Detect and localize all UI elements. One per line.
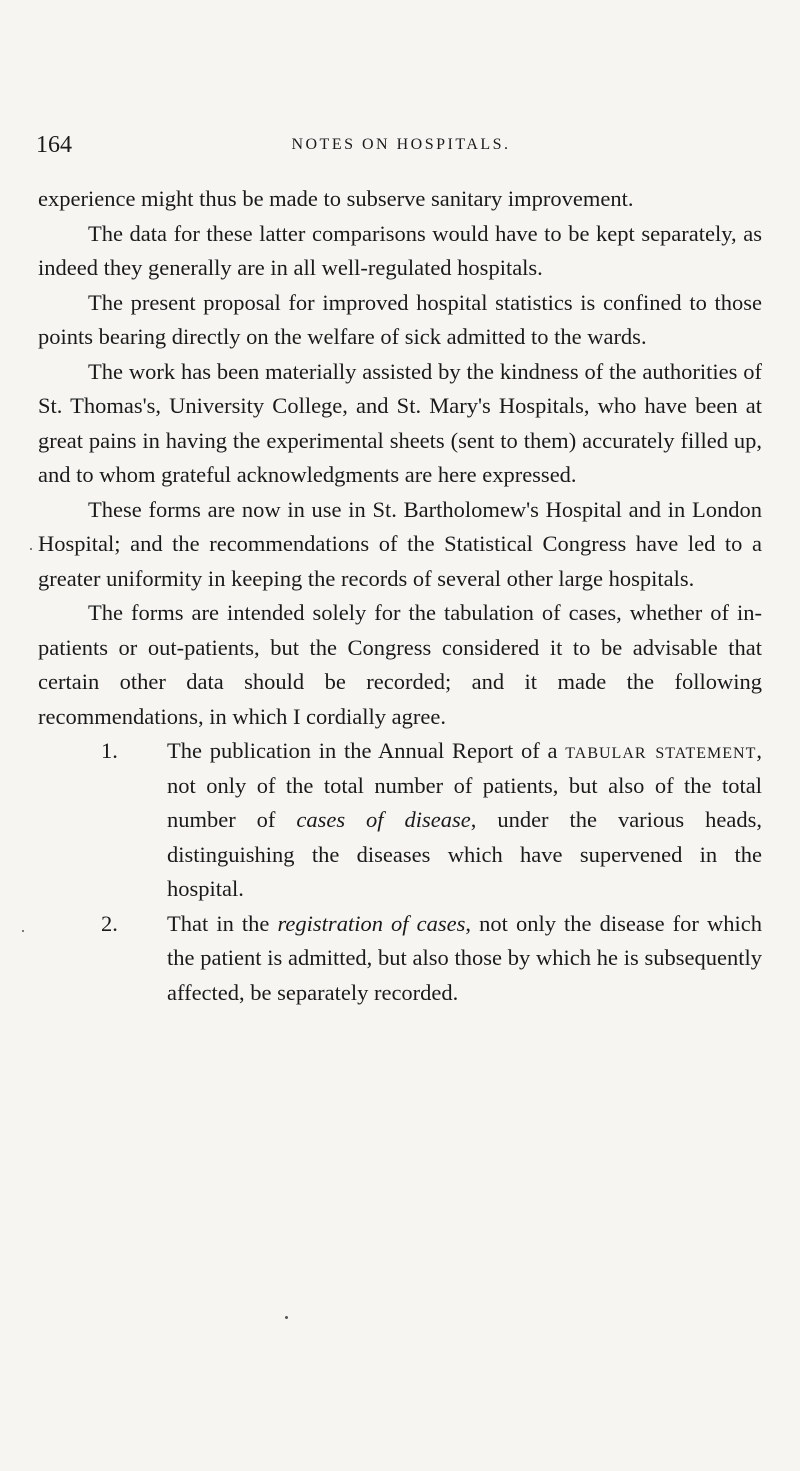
paragraph: The present proposal for improved hospital statistics is confined to those points bearing directly on the welfare of sick admitted to the wards. (38, 289, 762, 349)
paragraph: These forms are now in use in St. Bartholomew's Hospital and in London Hospital; and the recommendations of the Statistical Congress have led to a greater uniformity in keeping the records of several other large hospitals. (38, 496, 762, 591)
body-text (38, 182, 762, 1010)
running-title: NOTES ON HOSPITALS. (291, 136, 511, 153)
paper-speck (22, 930, 24, 932)
page-number: 164 (36, 132, 72, 158)
paper-speck (30, 548, 32, 550)
list-item-number: 2. (101, 910, 118, 936)
list-item-text: That in the (167, 910, 278, 936)
list-item-text: , not only the disease for which the patient is admitted, but also those by which he is subsequently affected, be separately recorded. (167, 910, 762, 1005)
list-item (38, 734, 762, 907)
small-caps-term: tabular statement (565, 738, 757, 763)
list-item-number: 1. (101, 738, 118, 763)
list-item-text: , under the various heads, distinguishing the diseases which have supervened in the hospital. (167, 807, 762, 901)
paragraph: The data for these latter comparisons would have to be kept separately, as indeed they generally are in all well-regulated hospitals. (38, 220, 762, 280)
paragraph: The forms are intended solely for the tabulation of cases, whether of in-patients or out-patients, but the Congress considered it to be advisable that certain other data should be recorded; and it made the following recommendations, in which I cordially agree. (38, 600, 762, 729)
italic-term: cases of disease (296, 807, 471, 832)
list-item (38, 907, 762, 1011)
recommendations-list (38, 734, 762, 1010)
list-item-text: , not only of the total number of patients, but also of the total number of (167, 738, 762, 832)
running-head (36, 132, 766, 162)
paragraph: The work has been materially assisted by the kindness of the authorities of St. Thomas's, University College, and St. Mary's Hospitals, who have been at great pains in having the experimental sheets (sent to them) accurately filled up, and to whom grateful acknowledgments are here expressed. (38, 358, 762, 487)
paper-speck (285, 1316, 288, 1319)
italic-term: registration of cases (277, 910, 466, 936)
paragraph-continued: experience might thus be made to subserve sanitary improvement. (38, 186, 634, 211)
list-item-text: The publication in the Annual Report of a (167, 738, 566, 763)
